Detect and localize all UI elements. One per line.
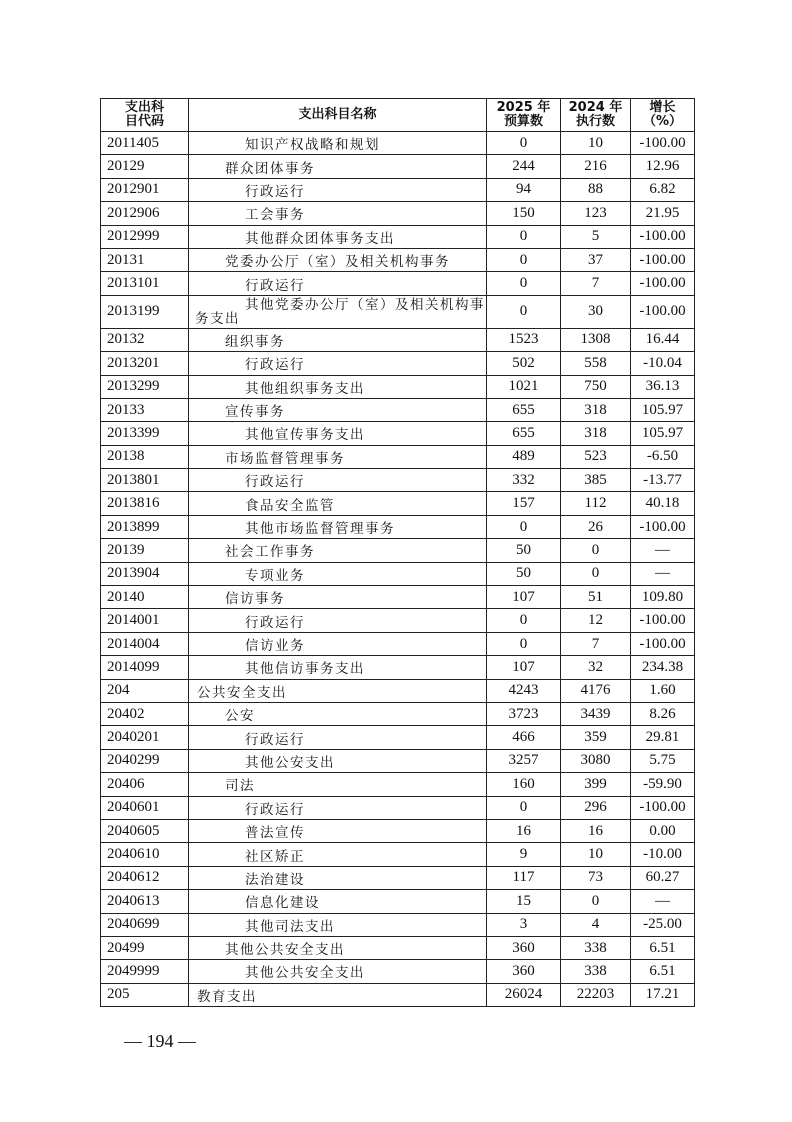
cell-name: 其他公安支出 [189,749,487,772]
table-row [101,796,695,819]
cell-code: 20406 [101,773,189,796]
cell-name: 行政运行 [189,352,487,375]
cell-actual: 7 [561,632,631,655]
cell-growth: -100.00 [631,515,695,538]
cell-actual: 0 [561,890,631,913]
cell-budget: 0 [487,248,561,271]
cell-code: 2013899 [101,515,189,538]
cell-budget: 160 [487,773,561,796]
cell-growth: 0.00 [631,819,695,842]
cell-name: 行政运行 [189,609,487,632]
cell-budget: 360 [487,936,561,959]
table-row [101,702,695,725]
cell-growth: — [631,562,695,585]
cell-name: 群众团体事务 [189,155,487,178]
table-row [101,586,695,609]
cell-code: 2012906 [101,202,189,225]
cell-actual: 4176 [561,679,631,702]
cell-code: 20138 [101,445,189,468]
cell-actual: 10 [561,843,631,866]
cell-budget: 50 [487,539,561,562]
header-budget-line-2: 预算数 [503,114,543,129]
cell-code: 20133 [101,398,189,421]
cell-actual: 16 [561,819,631,842]
table-row [101,656,695,679]
table-row [101,562,695,585]
cell-growth: 16.44 [631,328,695,351]
table-row [101,609,695,632]
cell-code: 2014099 [101,656,189,679]
cell-code: 2013816 [101,492,189,515]
cell-growth: 8.26 [631,702,695,725]
cell-growth: 17.21 [631,983,695,1006]
cell-actual: 0 [561,539,631,562]
cell-growth: 6.82 [631,178,695,201]
cell-name: 其他组织事务支出 [189,375,487,398]
cell-code: 2040610 [101,843,189,866]
cell-budget: 9 [487,843,561,866]
cell-growth: — [631,890,695,913]
cell-name: 行政运行 [189,178,487,201]
table-row [101,469,695,492]
cell-name: 法治建设 [189,866,487,889]
cell-name: 其他群众团体事务支出 [189,225,487,248]
cell-budget: 15 [487,890,561,913]
cell-name: 工会事务 [189,202,487,225]
cell-growth: -100.00 [631,295,695,328]
cell-actual: 30 [561,295,631,328]
cell-code: 2012999 [101,225,189,248]
cell-budget: 0 [487,515,561,538]
cell-code: 205 [101,983,189,1006]
cell-budget: 117 [487,866,561,889]
cell-code: 2040699 [101,913,189,936]
cell-name: 社会工作事务 [189,539,487,562]
cell-growth: 234.38 [631,656,695,679]
cell-budget: 26024 [487,983,561,1006]
cell-growth: -100.00 [631,225,695,248]
cell-growth: 1.60 [631,679,695,702]
header-growth-line-1: 增长 [649,100,676,115]
table-header [101,99,695,132]
cell-growth: -59.90 [631,773,695,796]
cell-budget: 4243 [487,679,561,702]
cell-actual: 26 [561,515,631,538]
table-row [101,983,695,1006]
cell-name: 其他信访事务支出 [189,656,487,679]
table-row [101,515,695,538]
header-name: 支出科目名称 [189,99,487,132]
cell-growth: 21.95 [631,202,695,225]
table-row [101,422,695,445]
cell-code: 20131 [101,248,189,271]
cell-actual: 296 [561,796,631,819]
table-row [101,398,695,421]
cell-growth: 6.51 [631,936,695,959]
cell-growth: 12.96 [631,155,695,178]
cell-name: 普法宣传 [189,819,487,842]
cell-actual: 0 [561,562,631,585]
table-row [101,749,695,772]
cell-budget: 466 [487,726,561,749]
cell-growth: 109.80 [631,586,695,609]
cell-name: 司法 [189,773,487,796]
cell-growth: 60.27 [631,866,695,889]
cell-code: 2013299 [101,375,189,398]
header-budget-line-1: 2025 年 [496,100,551,115]
cell-growth: 5.75 [631,749,695,772]
cell-actual: 37 [561,248,631,271]
cell-actual: 32 [561,656,631,679]
cell-code: 20139 [101,539,189,562]
cell-code: 2014001 [101,609,189,632]
table-row [101,225,695,248]
cell-budget: 0 [487,295,561,328]
cell-code: 2013201 [101,352,189,375]
table-row [101,773,695,796]
cell-code: 2013399 [101,422,189,445]
cell-code: 2040613 [101,890,189,913]
cell-name: 公安 [189,702,487,725]
cell-budget: 244 [487,155,561,178]
cell-name: 社区矫正 [189,843,487,866]
cell-actual: 7 [561,272,631,295]
cell-budget: 0 [487,225,561,248]
cell-name: 其他市场监督管理事务 [189,515,487,538]
cell-growth: 36.13 [631,375,695,398]
table-row [101,272,695,295]
cell-code: 2014004 [101,632,189,655]
table-row [101,445,695,468]
cell-growth: 105.97 [631,422,695,445]
cell-budget: 332 [487,469,561,492]
cell-actual: 359 [561,726,631,749]
cell-actual: 558 [561,352,631,375]
cell-code: 20132 [101,328,189,351]
cell-code: 20140 [101,586,189,609]
cell-growth: -25.00 [631,913,695,936]
table-row [101,539,695,562]
cell-budget: 157 [487,492,561,515]
cell-name: 其他党委办公厅（室）及相关机构事务支出 [189,295,487,328]
table-row [101,960,695,983]
cell-name: 信访事务 [189,586,487,609]
table-row [101,936,695,959]
cell-budget: 0 [487,632,561,655]
header-actual [561,99,631,132]
cell-actual: 10 [561,132,631,155]
cell-growth: 6.51 [631,960,695,983]
cell-name: 专项业务 [189,562,487,585]
cell-name: 市场监督管理事务 [189,445,487,468]
table-row [101,890,695,913]
cell-growth: -10.04 [631,352,695,375]
cell-budget: 0 [487,132,561,155]
header-budget [487,99,561,132]
cell-name: 知识产权战略和规划 [189,132,487,155]
table-row [101,866,695,889]
cell-code: 2012901 [101,178,189,201]
cell-growth: -100.00 [631,796,695,819]
cell-code: 2013904 [101,562,189,585]
cell-budget: 1523 [487,328,561,351]
table-row [101,132,695,155]
cell-budget: 0 [487,796,561,819]
cell-budget: 3257 [487,749,561,772]
cell-budget: 655 [487,398,561,421]
cell-code: 2040201 [101,726,189,749]
header-code-line-1: 支出科 [124,100,164,115]
cell-budget: 489 [487,445,561,468]
cell-code: 2040601 [101,796,189,819]
table-row [101,248,695,271]
cell-name: 行政运行 [189,796,487,819]
table-row [101,295,695,328]
cell-actual: 1308 [561,328,631,351]
cell-budget: 16 [487,819,561,842]
cell-code: 20129 [101,155,189,178]
cell-budget: 3723 [487,702,561,725]
table-row [101,679,695,702]
cell-budget: 655 [487,422,561,445]
cell-name: 行政运行 [189,469,487,492]
table-row [101,843,695,866]
cell-name: 组织事务 [189,328,487,351]
table-row [101,913,695,936]
cell-name: 教育支出 [189,983,487,1006]
table-row [101,819,695,842]
cell-growth: -100.00 [631,272,695,295]
cell-actual: 216 [561,155,631,178]
cell-code: 2040299 [101,749,189,772]
cell-name: 食品安全监管 [189,492,487,515]
page-number: — 194 — [124,1031,196,1051]
cell-growth: -10.00 [631,843,695,866]
cell-growth: -100.00 [631,632,695,655]
cell-actual: 5 [561,225,631,248]
cell-growth: 40.18 [631,492,695,515]
table-row [101,726,695,749]
table-row [101,178,695,201]
cell-budget: 0 [487,272,561,295]
cell-growth: -100.00 [631,132,695,155]
cell-name: 其他宣传事务支出 [189,422,487,445]
cell-code: 2011405 [101,132,189,155]
cell-actual: 318 [561,422,631,445]
cell-actual: 750 [561,375,631,398]
cell-growth: -13.77 [631,469,695,492]
header-row [101,99,695,132]
cell-name: 信访业务 [189,632,487,655]
cell-name: 公共安全支出 [189,679,487,702]
cell-actual: 3439 [561,702,631,725]
cell-actual: 123 [561,202,631,225]
header-growth-line-2: （%） [642,114,683,129]
cell-actual: 3080 [561,749,631,772]
cell-actual: 399 [561,773,631,796]
cell-actual: 12 [561,609,631,632]
table-body [101,132,695,1007]
cell-budget: 0 [487,609,561,632]
cell-name: 宣传事务 [189,398,487,421]
cell-actual: 523 [561,445,631,468]
header-code [101,99,189,132]
cell-actual: 338 [561,936,631,959]
cell-budget: 502 [487,352,561,375]
cell-growth: -100.00 [631,609,695,632]
cell-budget: 150 [487,202,561,225]
table-row [101,632,695,655]
table-row [101,155,695,178]
cell-name: 其他司法支出 [189,913,487,936]
cell-budget: 3 [487,913,561,936]
cell-growth: 105.97 [631,398,695,421]
cell-budget: 360 [487,960,561,983]
cell-name: 其他公共安全支出 [189,936,487,959]
cell-actual: 88 [561,178,631,201]
table-row [101,352,695,375]
header-growth [631,99,695,132]
cell-code: 2040605 [101,819,189,842]
cell-code: 2013801 [101,469,189,492]
cell-growth: — [631,539,695,562]
cell-actual: 112 [561,492,631,515]
cell-actual: 338 [561,960,631,983]
cell-code: 2013101 [101,272,189,295]
cell-name: 信息化建设 [189,890,487,913]
budget-table [100,98,695,1007]
cell-name: 其他公共安全支出 [189,960,487,983]
cell-code: 2040612 [101,866,189,889]
table-row [101,328,695,351]
cell-budget: 1021 [487,375,561,398]
header-code-line-2: 目代码 [124,114,164,129]
cell-growth: -100.00 [631,248,695,271]
cell-budget: 107 [487,656,561,679]
header-actual-line-1: 2024 年 [568,100,623,115]
table-row [101,492,695,515]
table-row [101,375,695,398]
cell-code: 2049999 [101,960,189,983]
cell-code: 20402 [101,702,189,725]
cell-actual: 73 [561,866,631,889]
cell-budget: 50 [487,562,561,585]
cell-name: 党委办公厅（室）及相关机构事务 [189,248,487,271]
table-row [101,202,695,225]
header-actual-line-2: 执行数 [575,114,615,129]
cell-code: 20499 [101,936,189,959]
cell-budget: 94 [487,178,561,201]
cell-actual: 4 [561,913,631,936]
cell-actual: 318 [561,398,631,421]
cell-actual: 385 [561,469,631,492]
cell-actual: 22203 [561,983,631,1006]
cell-name: 行政运行 [189,726,487,749]
cell-actual: 51 [561,586,631,609]
cell-growth: -6.50 [631,445,695,468]
cell-name: 行政运行 [189,272,487,295]
cell-code: 2013199 [101,295,189,328]
cell-budget: 107 [487,586,561,609]
cell-code: 204 [101,679,189,702]
cell-growth: 29.81 [631,726,695,749]
